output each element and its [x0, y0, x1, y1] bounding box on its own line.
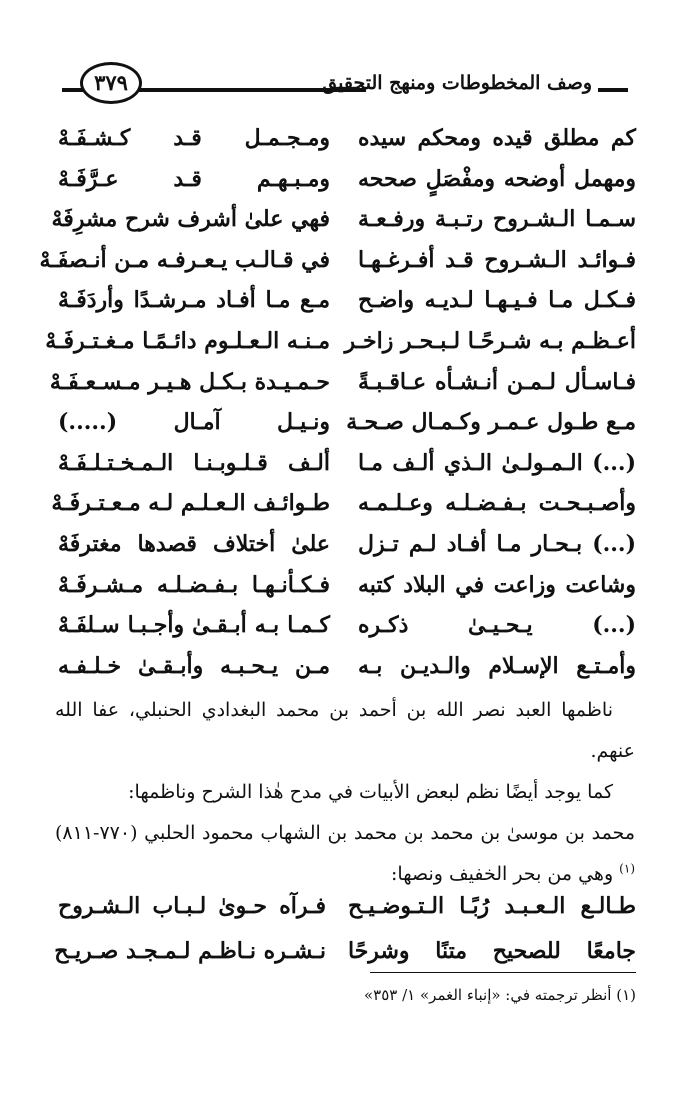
verse: [0, 929, 698, 974]
header-rule-right: [598, 88, 628, 92]
verse-first-hemistich: فـكـل مـا فـيـهـا لـديـه واضـح: [358, 287, 636, 314]
author-paragraph: [55, 813, 635, 895]
verse: [0, 118, 698, 159]
verse-first-hemistich: وشاعت وزاعت في البلاد كتبه: [358, 571, 636, 598]
poem: [0, 118, 698, 686]
intro-paragraph: كما يوجد أيضًا نظم لبعض الأبيات في مدح هٰذا الشرح وناظمها:: [128, 781, 613, 803]
verse: [0, 443, 698, 484]
verse: [0, 240, 698, 281]
prose-body: [55, 690, 635, 895]
verse-first-hemistich: ومهمل أوضحه ومفْصَلٍ صححه: [358, 165, 636, 192]
page-number: ٣٧٩: [80, 62, 142, 104]
verse: [0, 524, 698, 565]
verse-second-hemistich: فـرآه حـوىٰ لـبـاب الـشـروح: [58, 893, 326, 919]
verse-second-hemistich: علىٰ أختلاف قصدها مغترفَهْ: [58, 530, 330, 557]
verse: [0, 321, 698, 362]
footnote-reference[interactable]: (١): [619, 861, 635, 876]
second-poem: [0, 884, 698, 974]
verse-first-hemistich: (...) يـحـيـىٰ ذكـره: [358, 612, 636, 639]
verse: [0, 159, 698, 200]
verse-second-hemistich: ونـيـل آمـال (.....): [58, 409, 330, 436]
verse: [0, 884, 698, 929]
verse-second-hemistich: في قـالـب يـعـرفـه مـن أنـصفَـهْ: [39, 246, 330, 273]
verse: [0, 483, 698, 524]
header-title: وصف المخطوطات ومنهج التحقيق: [322, 72, 592, 94]
footnote: (١) أنظر ترجمته في: «إنباء الغمر» ١/ ٣٥٣»: [363, 986, 636, 1004]
verse-first-hemistich: سـمـا الـشـروح رتـبـة ورفـعـة: [358, 206, 636, 233]
verse-second-hemistich: ومـبـهـم قـد عـرَّفَـهْ: [58, 165, 330, 192]
verse: [0, 605, 698, 646]
verse: [0, 362, 698, 403]
verse-second-hemistich: فـكـأنـهـا بـفـضـلـه مـشـرفَـهْ: [58, 571, 330, 598]
verse-second-hemistich: مـنـه الـعـلـوم دائـمًـا مـغـتـرفَـهْ: [45, 327, 330, 354]
verse-second-hemistich: نـشـره نـاظـم لـمـجـد صـريـح: [54, 938, 326, 964]
verse-second-hemistich: فهي علىٰ أشرف شرح مشرِفَهْ: [51, 206, 330, 233]
verse: [0, 280, 698, 321]
verse-second-hemistich: كـمـا بـه أبـقـىٰ وأجـبـا سـلفَـهْ: [58, 612, 330, 639]
verse: [0, 199, 698, 240]
running-header: [62, 60, 628, 112]
verse-first-hemistich: جامعًا للصحيح متنًا وشرحًا: [348, 938, 636, 964]
verse-first-hemistich: وأصـبـحـت بـفـضـلـه وعـلـمـه: [358, 490, 636, 517]
verse-first-hemistich: مـع طـول عـمـر وكـمـال صـحـة: [346, 409, 636, 436]
verse-second-hemistich: مـن يـحـبـه وأبـقـىٰ خـلـفـه: [58, 652, 330, 679]
poet-signature: ناظمها العبد نصر الله بن أحمد بن محمد البغدادي الحنبلي، عفا الله عنهم.: [55, 699, 635, 762]
verse-first-hemistich: فـاسـأل لـمـن أنـشـأه عـاقـبـةً: [358, 368, 636, 395]
verse-first-hemistich: وأمـتـع الإسـلام والـديـن بـه: [358, 652, 636, 679]
verse-first-hemistich: (...) الـمـولـىٰ الـذي ألـف مـا: [358, 449, 636, 476]
verse: [0, 402, 698, 443]
author-text: محمد بن موسىٰ بن محمد بن محمد بن الشهاب محمود الحلبي (٧٧٠-٨١١): [55, 822, 635, 844]
verse-first-hemistich: أعـظـم بـه شـرحًـا لـبـحـر زاخـر: [344, 327, 636, 354]
verse-first-hemistich: (...) بـحـار مـا أفـاد لـم تـزل: [358, 530, 636, 557]
verse-first-hemistich: كم مطلق قيده ومحكم سيده: [358, 125, 636, 151]
meter-text: وهي من بحر الخفيف ونصها:: [391, 863, 614, 885]
verse-first-hemistich: طـالـع الـعـبـد رُبًـا الـتـوضـيـح: [348, 893, 636, 919]
header-rule-middle: [134, 88, 366, 92]
verse: [0, 565, 698, 606]
verse-second-hemistich: حـمـيـدة بـكـل هـيـر مـسـعـفَـهْ: [49, 368, 330, 395]
verse-second-hemistich: ومـجـمـل قـد كـشـفَـهْ: [58, 125, 330, 151]
verse-second-hemistich: طـوائـف الـعـلـم لـه مـعـتـرفَـهْ: [51, 490, 330, 517]
verse-second-hemistich: ألـف قـلـوبـنـا الـمـخـتـلـفَـهْ: [58, 449, 330, 476]
footnote-divider: [370, 972, 636, 973]
verse: [0, 646, 698, 687]
verse-second-hemistich: مـع مـا أفـاد مـرشـدًا وأردَفَـهْ: [58, 287, 330, 314]
verse-first-hemistich: فـوائـد الـشـروح قـد أفـرغـهـا: [358, 246, 636, 273]
